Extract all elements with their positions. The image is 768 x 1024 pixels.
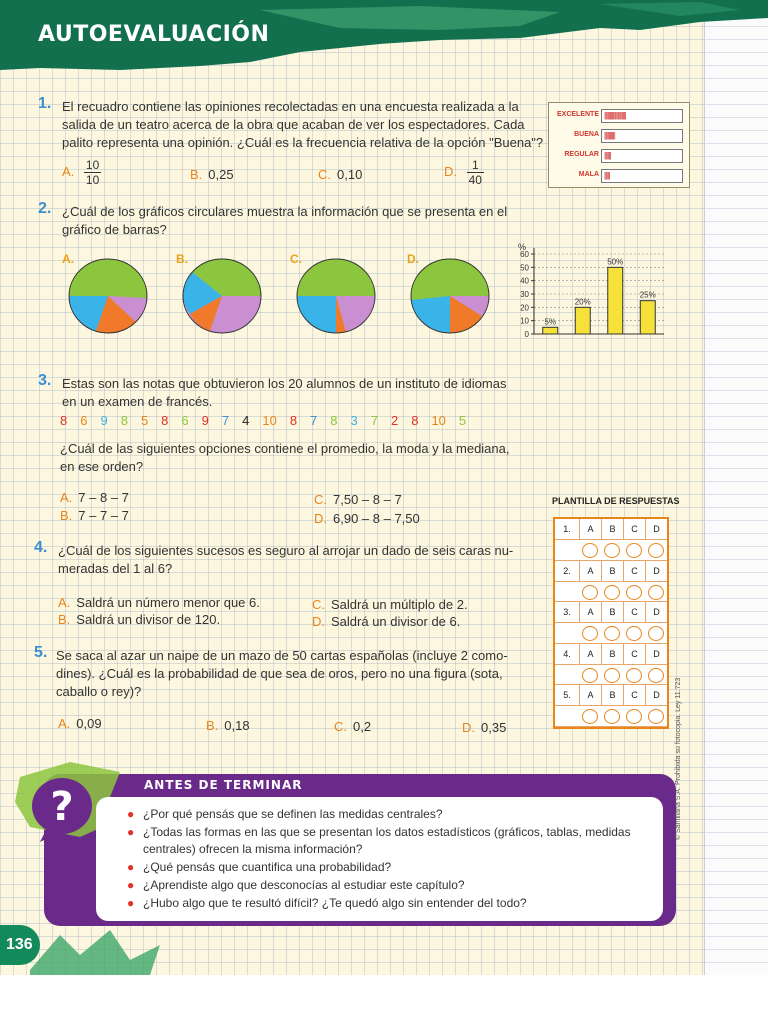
- grade-value: 5: [458, 413, 467, 428]
- grade-value: 7: [370, 413, 378, 428]
- pie-c-label: C.: [290, 252, 302, 266]
- answer-bubble[interactable]: [582, 709, 598, 724]
- q4-option-d[interactable]: D. Saldrá un divisor de 6.: [312, 614, 461, 629]
- answer-row-number: 2.: [563, 565, 571, 576]
- text-line: Estas son las notas que obtuvieron los 20 alumnos de un instituto de idiomas: [62, 376, 507, 391]
- y-tick-label: 10: [520, 316, 529, 326]
- survey-row-excelente: EXCELENTE ||||||||||||||||||||: [549, 109, 691, 123]
- answer-row-number: 1.: [563, 524, 571, 534]
- answer-option-letter: B: [601, 685, 623, 705]
- bar-data-label: 50%: [607, 257, 624, 267]
- grade-value: 9: [201, 413, 209, 428]
- answer-option-letter: B: [601, 561, 623, 581]
- tally-marks: ||||||||||: [601, 129, 683, 143]
- answer-bubble[interactable]: [604, 626, 620, 641]
- answer-bubble[interactable]: [648, 585, 664, 600]
- tally-marks: ||||||||||||||||||||: [601, 109, 683, 123]
- text-line: caballo o rey)?: [56, 684, 142, 699]
- answer-row-letters: [555, 519, 667, 540]
- y-tick-label: 0: [524, 330, 529, 339]
- reflection-item: ● ¿Hubo algo que te resultó difícil? ¿Te quedó algo sin entender del todo?: [127, 896, 527, 910]
- question-1-text: [62, 98, 543, 152]
- text-line: El recuadro contiene las opiniones recolectadas en una encuesta realizada a la: [62, 99, 519, 114]
- bar-data-label: 5%: [544, 317, 557, 327]
- grade-value: 8: [289, 413, 298, 428]
- q3-option-a[interactable]: A. 7 – 8 – 7: [60, 490, 129, 505]
- question-5-text: [56, 647, 508, 701]
- pie-chart-a[interactable]: [66, 256, 150, 336]
- survey-tally-box: [548, 102, 690, 188]
- answer-option-letter: A: [579, 561, 601, 581]
- pie-d-slice-blue: [411, 296, 450, 333]
- answer-row-bubbles: [555, 582, 667, 603]
- answer-sheet-title: PLANTILLA DE RESPUESTAS: [552, 496, 680, 506]
- answer-option-letter: D: [645, 644, 667, 664]
- answer-bubble[interactable]: [604, 543, 620, 558]
- grade-value: 8: [411, 413, 419, 428]
- question-2-number: 2.: [38, 200, 52, 217]
- bar-chart: [510, 240, 670, 345]
- answer-row-bubbles: [555, 665, 667, 686]
- pie-c-slice-blue: [297, 296, 336, 333]
- grade-value: 8: [60, 413, 68, 428]
- answer-option-letter: A: [579, 519, 601, 539]
- text-line: dines). ¿Cuál es la probabilidad de que sea de oros, pero no una figura (sota,: [56, 666, 503, 681]
- answer-bubble[interactable]: [582, 585, 598, 600]
- answer-row-number: 4.: [563, 648, 571, 659]
- answer-bubble[interactable]: [582, 543, 598, 558]
- reflection-item: ● ¿Por qué pensás que se definen las medidas centrales?: [127, 807, 443, 821]
- answer-option-letter: A: [579, 685, 601, 705]
- answer-option-letter: D: [645, 519, 667, 539]
- bullet-icon: ●: [127, 860, 135, 874]
- answer-row-bubbles: [555, 706, 667, 727]
- bullet-icon: ●: [127, 807, 135, 821]
- bar: [543, 327, 558, 334]
- answer-bubble[interactable]: [626, 585, 642, 600]
- question-3-text: [62, 375, 506, 411]
- bar: [640, 301, 655, 334]
- survey-row-buena: BUENA ||||||||||: [549, 129, 691, 143]
- y-axis-label: %: [518, 242, 527, 252]
- answer-bubble[interactable]: [626, 543, 642, 558]
- q5-option-d[interactable]: D. 0,35: [462, 720, 507, 735]
- grade-value: 9: [100, 413, 108, 428]
- y-tick-label: 30: [520, 290, 529, 299]
- answer-option-letter: A: [579, 602, 601, 622]
- bar: [608, 267, 623, 334]
- pie-chart-b[interactable]: [180, 256, 264, 336]
- grade-value: 10: [262, 413, 277, 428]
- pie-a-label: A.: [62, 252, 74, 266]
- q1-option-a[interactable]: A. $\frac{10}{10}$: [62, 158, 100, 187]
- question-4-text: [58, 542, 513, 578]
- answer-option-letter: A: [579, 644, 601, 664]
- answer-option-letter: B: [601, 519, 623, 539]
- fraction: $\frac{1}{40}$: [468, 158, 482, 187]
- grade-value: 6: [80, 413, 88, 428]
- text-line: meradas del 1 al 6?: [58, 561, 173, 576]
- text-line: ¿Cuál de las siguientes opciones contiene el promedio, la moda y la mediana,: [60, 441, 510, 456]
- bar: [575, 307, 590, 334]
- answer-bubble[interactable]: [604, 709, 620, 724]
- q1-option-d[interactable]: D. $\frac{1}{40}$: [444, 158, 482, 187]
- answer-sheet: [553, 517, 669, 729]
- y-tick-label: 20: [520, 303, 529, 313]
- answer-row-letters: [555, 561, 667, 582]
- page-number: 136: [0, 925, 40, 965]
- answer-option-letter: B: [601, 644, 623, 664]
- q3-option-d[interactable]: D. 6,90 – 8 – 7,50: [314, 511, 420, 526]
- q5-option-b[interactable]: B. 0,18: [206, 718, 250, 733]
- svg-text:?: ?: [50, 784, 74, 830]
- answer-bubble[interactable]: [648, 543, 664, 558]
- q3-option-c[interactable]: C. 7,50 – 8 – 7: [314, 492, 402, 507]
- question-1-number: 1.: [38, 95, 52, 112]
- question-3-number: 3.: [38, 372, 52, 389]
- text-line: en ese orden?: [60, 459, 144, 474]
- answer-option-letter: D: [645, 685, 667, 705]
- antes-panel-title: ANTES DE TERMINAR: [144, 778, 303, 792]
- page-margin: [704, 0, 768, 975]
- q5-option-a[interactable]: A. 0,09: [58, 716, 102, 731]
- grade-value: 8: [120, 413, 128, 428]
- answer-bubble[interactable]: [648, 709, 664, 724]
- bar-data-label: 20%: [574, 297, 591, 307]
- answer-row-letters: [555, 602, 667, 623]
- text-line: ¿Cuál de los siguientes sucesos es seguro al arrojar un dado de seis caras nu-: [58, 543, 514, 558]
- q4-option-b[interactable]: B. Saldrá un divisor de 120.: [58, 612, 221, 627]
- question-mark-icon: [22, 772, 104, 844]
- q4-option-c[interactable]: C. Saldrá un múltiplo de 2.: [312, 597, 468, 612]
- question-3-prompt: [60, 440, 509, 476]
- survey-row-regular: REGULAR ||||||: [549, 149, 691, 163]
- bullet-icon: ●: [127, 878, 135, 892]
- grade-value: 8: [330, 413, 338, 428]
- answer-row-bubbles: [555, 623, 667, 644]
- q5-option-c[interactable]: C. 0,2: [334, 719, 372, 734]
- grade-value: 4: [242, 413, 250, 428]
- answer-option-letter: B: [601, 602, 623, 622]
- question-2-text: [62, 203, 507, 239]
- grade-value: 8: [161, 413, 169, 428]
- answer-option-letter: D: [645, 561, 667, 581]
- text-line: salida de un teatro acerca de la obra que acaban de ver los espectadores. Cada: [62, 117, 525, 132]
- answer-bubble[interactable]: [582, 668, 598, 683]
- pie-chart-d[interactable]: [408, 256, 492, 336]
- answer-row-bubbles: [555, 540, 667, 561]
- reflection-item: ● ¿Aprendiste algo que desconocías al estudiar este capítulo?: [127, 878, 465, 892]
- answer-row-letters: [555, 685, 667, 706]
- answer-bubble[interactable]: [604, 585, 620, 600]
- q1-option-c[interactable]: C. 0,10: [318, 167, 363, 182]
- fraction: $\frac{10}{10}$: [85, 158, 100, 187]
- answer-option-letter: D: [645, 602, 667, 622]
- answer-option-letter: C: [623, 602, 645, 622]
- y-tick-label: 40: [520, 276, 529, 286]
- text-line: Se saca al azar un naipe de un mazo de 50 cartas españolas (incluye 2 como-: [56, 648, 508, 663]
- survey-row-mala: MALA |||||: [549, 169, 691, 183]
- answer-bubble[interactable]: [648, 668, 664, 683]
- bar-chart-svg: [510, 240, 670, 345]
- pie-chart-c[interactable]: [294, 256, 378, 336]
- answer-bubble[interactable]: [626, 709, 642, 724]
- answer-row-number: 5.: [563, 690, 571, 701]
- text-line: en un examen de francés.: [62, 394, 213, 409]
- grade-value: 7: [310, 413, 318, 428]
- answer-option-letter: C: [623, 561, 645, 581]
- answer-bubble[interactable]: [648, 626, 664, 641]
- page-title: AUTOEVALUACIÓN: [38, 22, 270, 47]
- grade-value: 3: [350, 413, 358, 428]
- answer-bubble[interactable]: [626, 668, 642, 683]
- bullet-icon: ●: [127, 825, 135, 839]
- text-line: palito representa una opinión. ¿Cuál es la frecuencia relativa de la opción "Buena"?: [62, 135, 544, 150]
- tally-marks: ||||||: [601, 149, 683, 163]
- grade-value: 7: [221, 413, 230, 428]
- answer-bubble[interactable]: [604, 668, 620, 683]
- y-tick-label: 50: [520, 263, 529, 273]
- copyright-notice: © Santillana S.A. Prohibida su fotocopia. Ley 11.723: [675, 677, 682, 840]
- pie-b-label: B.: [176, 252, 188, 266]
- answer-option-letter: C: [623, 685, 645, 705]
- reflection-item: ● ¿Todas las formas en las que se presentan los datos estadísticos (gráficos, tablas, medidas centrales) ofrecen la misma información?: [127, 825, 631, 856]
- answer-option-letter: C: [623, 644, 645, 664]
- grade-value: 10: [431, 413, 446, 428]
- answer-bubble[interactable]: [626, 626, 642, 641]
- q3-option-b[interactable]: B. 7 – 7 – 7: [60, 508, 129, 523]
- bar-data-label: 25%: [639, 290, 656, 300]
- bullet-icon: ●: [127, 896, 135, 910]
- answer-option-letter: C: [623, 519, 645, 539]
- grade-value: 2: [390, 413, 399, 428]
- question-4-number: 4.: [34, 539, 48, 556]
- question-5-number: 5.: [34, 644, 48, 661]
- q4-option-a[interactable]: A. Saldrá un número menor que 6.: [58, 595, 260, 610]
- tally-marks: |||||: [601, 169, 683, 183]
- q1-option-b[interactable]: B. 0,25: [190, 167, 234, 182]
- y-tick-label: 60: [520, 250, 529, 259]
- answer-row-letters: [555, 644, 667, 665]
- grades-list: [60, 413, 479, 428]
- text-line: ¿Cuál de los gráficos circulares muestra la información que se presenta en el: [62, 204, 508, 219]
- answer-bubble[interactable]: [582, 626, 598, 641]
- grade-value: 5: [140, 413, 149, 428]
- answer-row-number: 3.: [563, 607, 571, 618]
- grade-value: 6: [181, 413, 189, 428]
- reflection-item: ● ¿Qué pensás que cuantifica una probabilidad?: [127, 860, 392, 874]
- pie-d-label: D.: [407, 252, 419, 266]
- text-line: gráfico de barras?: [62, 222, 167, 237]
